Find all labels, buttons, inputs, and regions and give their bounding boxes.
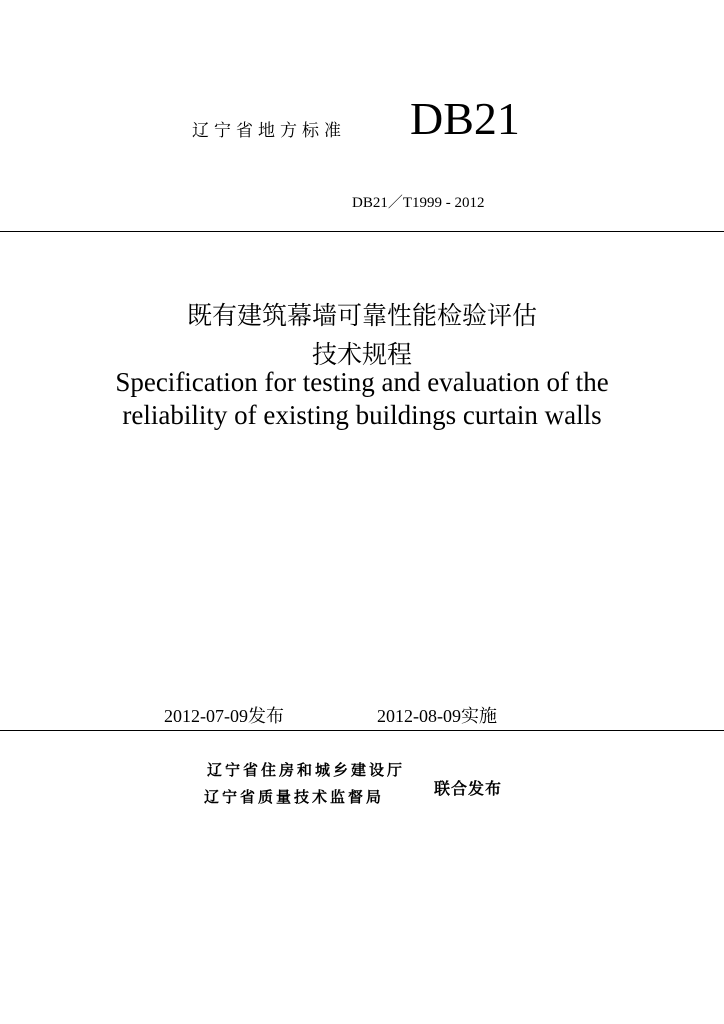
title-chinese-line-2: 技术规程 — [311, 340, 412, 369]
issue-date: 2012-07-09 — [164, 706, 248, 726]
standard-number: DB21／T1999 - 2012 — [352, 195, 485, 211]
implementation-label: 实施 — [461, 706, 497, 727]
top-divider — [0, 231, 724, 232]
title-chinese-line-1: 既有建筑幕墙可靠性能检验评估 — [186, 301, 537, 330]
issuing-agency-1: 辽宁省住房和城乡建设厅 — [207, 761, 406, 779]
title-english-line-1: Specification for testing and evaluation of the — [115, 367, 609, 397]
issuing-agency-2: 辽宁省质量技术监督局 — [204, 788, 385, 806]
issue-date-block — [164, 702, 284, 728]
issue-label: 发布 — [248, 706, 284, 727]
implementation-date: 2012-08-09 — [377, 706, 461, 726]
implementation-date-block — [377, 702, 497, 728]
title-english-line-2: reliability of existing buildings curtain walls — [122, 400, 602, 430]
bottom-divider — [0, 730, 724, 731]
standard-category-label: 辽宁省地方标准 — [192, 121, 346, 141]
joint-release-label: 联合发布 — [434, 779, 503, 798]
standard-code: DB21 — [410, 93, 520, 144]
